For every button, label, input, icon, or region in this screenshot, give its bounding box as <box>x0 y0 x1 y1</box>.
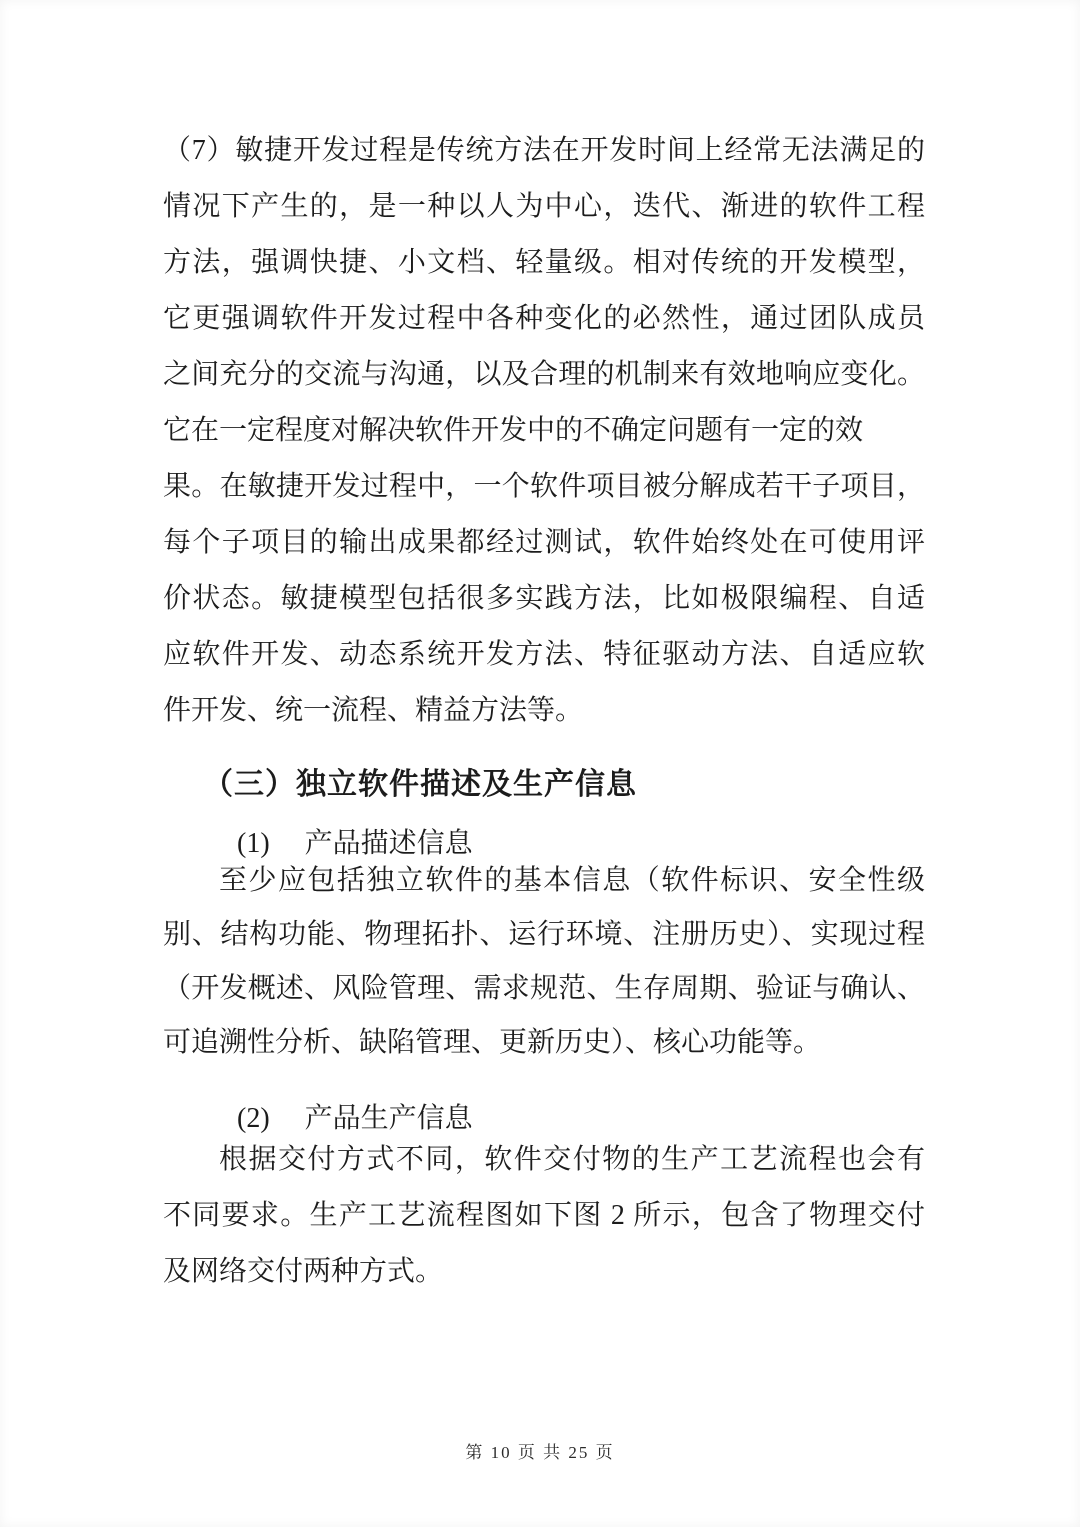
text-line: 应软件开发、动态系统开发方法、特征驱动方法、自适应软 <box>163 639 925 670</box>
page-number-footer: 第 10 页 共 25 页 <box>465 1443 615 1462</box>
paragraph-product-description <box>163 854 925 1070</box>
text-line: 情况下产生的，是一种以人为中心，迭代、渐进的软件工程 <box>163 191 925 222</box>
text-line: （开发概述、风险管理、需求规范、生存周期、验证与确认、 <box>163 973 925 1004</box>
text-line: 件开发、统一流程、精益方法等。 <box>163 695 584 726</box>
text-line: 至少应包括独立软件的基本信息（软件标识、安全性级 <box>219 865 925 896</box>
text-line: （7）敏捷开发过程是传统方法在开发时间上经常无法满足的 <box>163 135 925 166</box>
text-line: 它在一定程度对解决软件开发中的不确定问题有一定的效 <box>163 415 864 446</box>
text-line: 根据交付方式不同，软件交付物的生产工艺流程也会有 <box>219 1144 925 1175</box>
list-item-product-production: (2) 产品生产信息 <box>237 1103 473 1134</box>
text-line: 及网络交付两种方式。 <box>163 1256 444 1287</box>
list-item-product-description: (1) 产品描述信息 <box>237 828 473 859</box>
text-line: 价状态。敏捷模型包括很多实践方法，比如极限编程、自适 <box>163 583 925 614</box>
text-line: 它更强调软件开发过程中各种变化的必然性，通过团队成员 <box>163 303 925 334</box>
text-line: 可追溯性分析、缺陷管理、更新历史）、核心功能等。 <box>163 1027 822 1058</box>
text-line: 果。在敏捷开发过程中，一个软件项目被分解成若干子项目， <box>163 471 925 502</box>
text-line: 每个子项目的输出成果都经过测试，软件始终处在可使用评 <box>163 527 925 558</box>
section-heading: （三）独立软件描述及生产信息 <box>203 768 637 801</box>
paragraph-agile-development <box>163 123 925 739</box>
text-line: 之间充分的交流与沟通，以及合理的机制来有效地响应变化。 <box>163 359 925 390</box>
text-line: 方法，强调快捷、小文档、轻量级。相对传统的开发模型， <box>163 247 925 278</box>
text-line: 别、结构功能、物理拓扑、运行环境、注册历史）、实现过程 <box>163 919 925 950</box>
text-line: 不同要求。生产工艺流程图如下图 2 所示，包含了物理交付 <box>163 1200 925 1231</box>
paragraph-product-production <box>163 1132 925 1300</box>
